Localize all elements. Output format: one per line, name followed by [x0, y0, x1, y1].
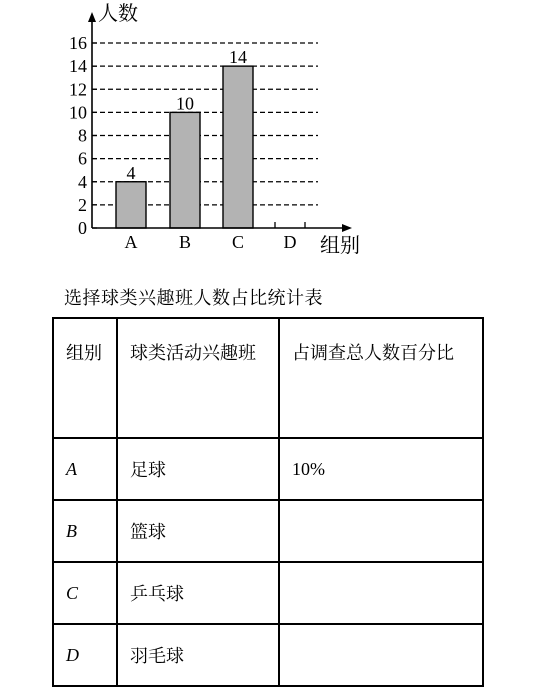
- y-tick-label: 8: [78, 125, 87, 146]
- cell-percent: [279, 624, 483, 686]
- y-tick-label: 10: [69, 102, 87, 123]
- table-row: [53, 562, 483, 624]
- table-row: [53, 438, 483, 500]
- bar: [170, 112, 200, 228]
- table-caption: 选择球类兴趣班人数占比统计表: [64, 288, 323, 308]
- cell-percent: [279, 562, 483, 624]
- cell-activity: 羽毛球: [117, 624, 279, 686]
- y-tick-label: 0: [78, 218, 87, 238]
- x-tick-label: A: [124, 232, 138, 252]
- table-row: [53, 624, 483, 686]
- bar: [116, 182, 146, 228]
- y-tick-label: 16: [69, 33, 87, 53]
- cell-percent: [279, 500, 483, 562]
- data-label: 14: [229, 47, 247, 68]
- cell-group: C: [53, 562, 117, 624]
- y-axis-arrow: [88, 12, 96, 22]
- header-activity: 球类活动兴趣班: [117, 318, 279, 438]
- cell-group: A: [53, 438, 117, 500]
- chart-bars: [116, 66, 305, 228]
- data-label: 10: [176, 93, 194, 114]
- stats-table: [52, 317, 484, 687]
- data-label: 4: [126, 162, 136, 183]
- cell-group: B: [53, 500, 117, 562]
- x-tick-label: D: [283, 232, 297, 252]
- x-tick-label: C: [231, 232, 245, 252]
- x-axis-label: 组别: [320, 235, 360, 257]
- table-row: [53, 500, 483, 562]
- x-tick-label: B: [178, 232, 192, 252]
- bar: [223, 66, 253, 228]
- header-percent: 占调查总人数百分比: [279, 318, 483, 438]
- bar-chart: [0, 0, 540, 280]
- y-axis-label: 人数: [98, 3, 138, 25]
- cell-percent: 10%: [279, 438, 483, 500]
- y-tick-label: 2: [78, 194, 87, 215]
- x-axis-arrow: [342, 224, 352, 232]
- header-group: 组别: [53, 318, 117, 438]
- y-tick-label: 6: [78, 148, 87, 169]
- cell-activity: 篮球: [117, 500, 279, 562]
- cell-activity: 足球: [117, 438, 279, 500]
- table-header-row: [53, 318, 483, 438]
- y-tick-label: 4: [78, 171, 87, 192]
- cell-group: D: [53, 624, 117, 686]
- y-tick-label: 12: [69, 79, 87, 100]
- cell-activity: 乒乓球: [117, 562, 279, 624]
- y-tick-label: 14: [69, 56, 87, 77]
